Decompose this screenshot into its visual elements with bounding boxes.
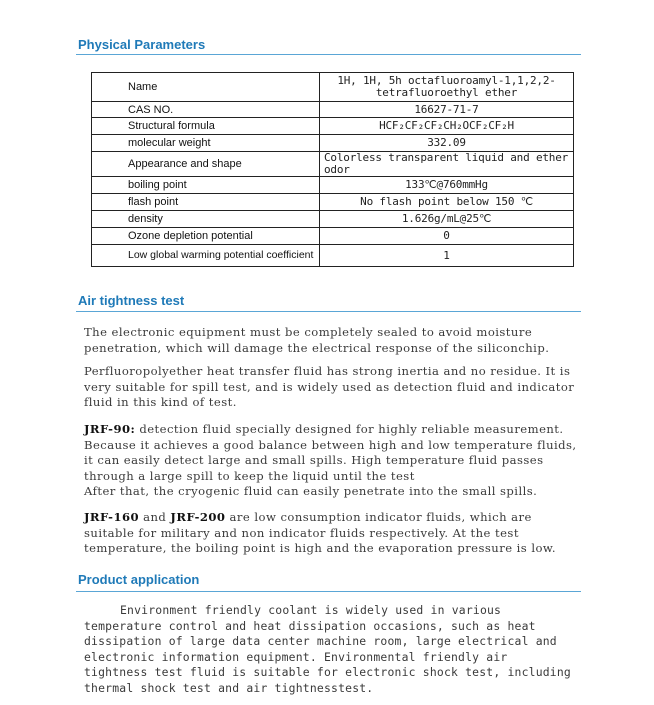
air-paragraph-3 bbox=[84, 422, 584, 484]
jrf-90-label: JRF-90: bbox=[84, 422, 136, 436]
physical-parameters-table bbox=[91, 72, 574, 267]
table-row bbox=[92, 102, 574, 118]
param-label: CAS NO. bbox=[92, 102, 320, 118]
air-paragraph-4 bbox=[84, 510, 584, 557]
jrf-90-text: detection fluid specially designed for highly reliable measurement. Because it achieves a good balance between high and low temperature fluids, it can easily detect large and small spills. High temperature fluid passes through a large spill to keep the liquid until the test bbox=[84, 422, 577, 483]
param-label: flash point bbox=[92, 194, 320, 211]
air-tightness-heading: Air tightness test bbox=[78, 293, 185, 308]
product-application-paragraph bbox=[84, 603, 574, 697]
air-paragraph-1: The electronic equipment must be completely sealed to avoid moisture penetration, which will damage the electrical response of the siliconchip. bbox=[84, 325, 550, 355]
param-label: Appearance and shape bbox=[92, 152, 320, 177]
table-row bbox=[92, 245, 574, 267]
and-text: and bbox=[139, 510, 171, 524]
jrf-160-label: JRF-160 bbox=[84, 510, 139, 524]
param-label: Name bbox=[92, 73, 320, 102]
air-paragraph-2: Perfluoropolyether heat transfer fluid has strong inertia and no residue. It is very suitable for spill test, and is widely used as detection fluid and indicator fluid in this kind of test. bbox=[84, 364, 575, 409]
param-value: 1.626g/mL@25℃ bbox=[320, 211, 574, 228]
section-divider bbox=[76, 311, 581, 312]
air-paragraph-3b: After that, the cryogenic fluid can easily penetrate into the small spills. bbox=[84, 484, 538, 498]
table-row bbox=[92, 73, 574, 102]
param-label: molecular weight bbox=[92, 135, 320, 152]
param-value: 1 bbox=[320, 245, 574, 267]
param-value: No flash point below 150 ℃ bbox=[320, 194, 574, 211]
param-label: Structural formula bbox=[92, 118, 320, 135]
param-value: 332.09 bbox=[320, 135, 574, 152]
table-row bbox=[92, 194, 574, 211]
table-row bbox=[92, 211, 574, 228]
param-value: 133℃@760mmHg bbox=[320, 177, 574, 194]
physical-parameters-heading: Physical Parameters bbox=[78, 37, 206, 52]
product-application-text: Environment friendly coolant is widely used in various temperature control and heat dissipation occasions, such as heat dissipation of large data center machine room, large electrical and electronic information equipment. Environmental friendly air tightness test fluid is suitable for electronic shock test, including thermal shock test and air tightnesstest. bbox=[84, 603, 571, 695]
param-value: HCF₂CF₂CF₂CH₂OCF₂CF₂H bbox=[320, 118, 574, 135]
section-divider bbox=[76, 591, 581, 592]
section-divider bbox=[76, 54, 581, 55]
param-label: density bbox=[92, 211, 320, 228]
param-value: Colorless transparent liquid and ether odor bbox=[320, 152, 574, 177]
table-row bbox=[92, 118, 574, 135]
param-value: 16627-71-7 bbox=[320, 102, 574, 118]
table-row bbox=[92, 135, 574, 152]
jrf-200-label: JRF-200 bbox=[170, 510, 226, 524]
product-application-heading: Product application bbox=[78, 572, 200, 587]
table-row bbox=[92, 152, 574, 177]
param-label: Ozone depletion potential bbox=[92, 228, 320, 245]
param-value: 0 bbox=[320, 228, 574, 245]
param-value: 1H, 1H, 5h octafluoroamyl-1,1,2,2-tetrafluoroethyl ether bbox=[320, 73, 574, 102]
table-row bbox=[92, 177, 574, 194]
table-row bbox=[92, 228, 574, 245]
jrf-160-200-text: are low consumption indicator fluids, which are suitable for military and non indicator fluids respectively. At the test temperature, the boiling point is high and the evaporation pressure is low. bbox=[84, 510, 557, 555]
param-label: Low global warming potential coefficient bbox=[92, 245, 320, 267]
param-label: boiling point bbox=[92, 177, 320, 194]
